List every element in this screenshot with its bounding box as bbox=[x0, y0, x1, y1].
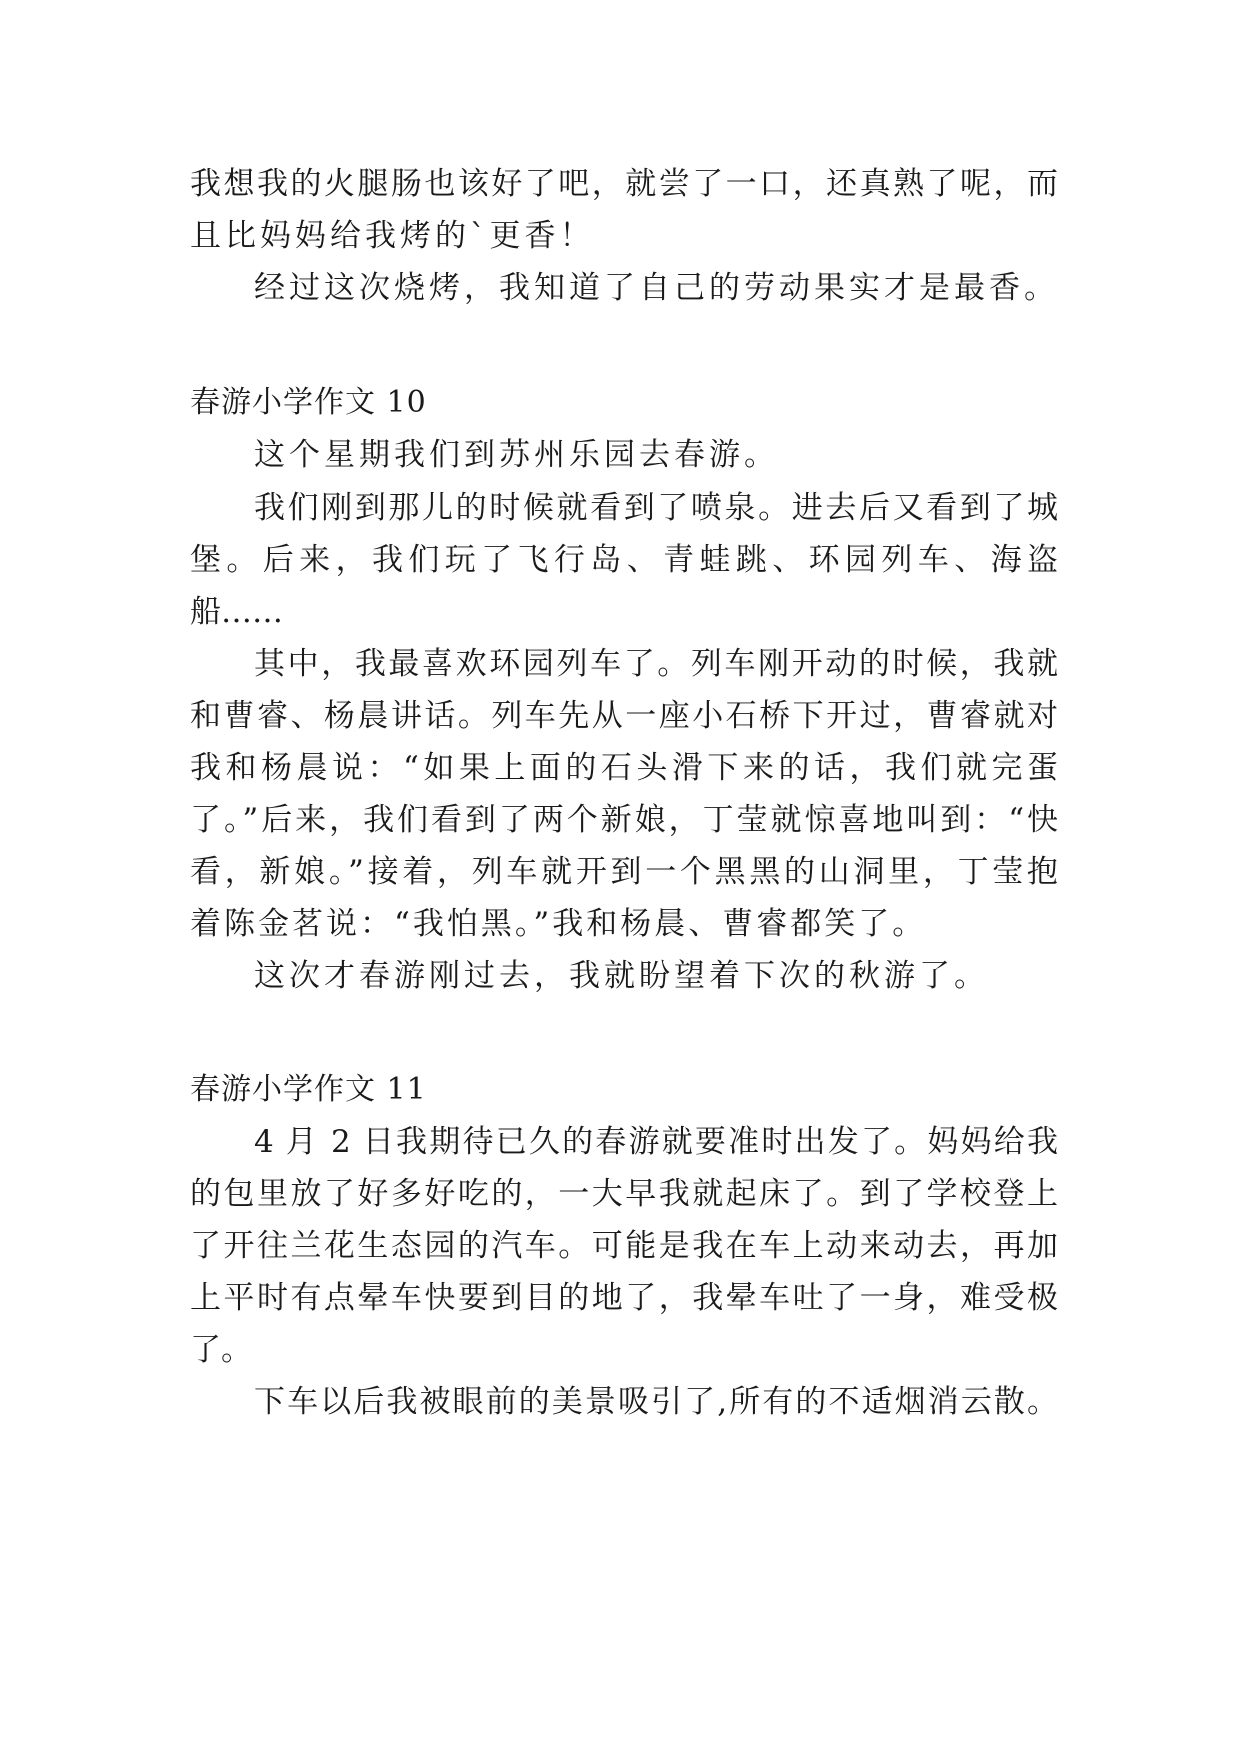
text-line: 经过这次烧烤，我知道了自己的劳动果实才是最香。 bbox=[254, 270, 1059, 306]
text-line: 我们刚到那儿的时候就看到了喷泉。进去后又看到了城 bbox=[254, 490, 1058, 526]
text-line: 其中，我最喜欢环园列车了。列车刚开动的时候，我就 bbox=[254, 646, 1058, 682]
text-line: 了开往兰花生态园的汽车。可能是我在车上动来动去，再加 bbox=[190, 1228, 1058, 1264]
text-line: 船…… bbox=[190, 594, 283, 630]
text-line: 这次才春游刚过去，我就盼望着下次的秋游了。 bbox=[254, 958, 989, 994]
text-line: 我和杨晨说：“如果上面的石头滑下来的话，我们就完蛋 bbox=[190, 750, 1058, 786]
text-line: 了。 bbox=[190, 1332, 252, 1368]
text-line: 看，新娘。”接着，列车就开到一个黑黑的山洞里，丁莹抱 bbox=[190, 854, 1058, 890]
text-line: 我想我的火腿肠也该好了吧，就尝了一口，还真熟了呢，而 bbox=[190, 166, 1058, 202]
text-line: 这个星期我们到苏州乐园去春游。 bbox=[254, 437, 779, 473]
text-line: 下车以后我被眼前的美景吸引了,所有的不适烟消云散。 bbox=[254, 1384, 1058, 1420]
text-line: 4 月 2 日我期待已久的春游就要准时出发了。妈妈给我 bbox=[254, 1124, 1058, 1160]
text-line: 着陈金茗说：“我怕黑。”我和杨晨、曹睿都笑了。 bbox=[190, 906, 927, 942]
text-line: 的包里放了好多好吃的，一大早我就起床了。到了学校登上 bbox=[190, 1176, 1058, 1212]
text-line: 和曹睿、杨晨讲话。列车先从一座小石桥下开过，曹睿就对 bbox=[190, 698, 1058, 734]
text-line: 且比妈妈给我烤的`更香！ bbox=[190, 218, 595, 254]
text-line: 上平时有点晕车快要到目的地了，我晕车吐了一身，难受极 bbox=[190, 1280, 1058, 1316]
text-line: 堡。后来，我们玩了飞行岛、青蛙跳、环园列车、海盗 bbox=[190, 542, 1058, 578]
section-heading: 春游小学作文 11 bbox=[190, 1072, 427, 1107]
section-heading: 春游小学作文 10 bbox=[190, 385, 427, 420]
text-line: 了。”后来，我们看到了两个新娘，丁莹就惊喜地叫到：“快 bbox=[190, 802, 1058, 838]
